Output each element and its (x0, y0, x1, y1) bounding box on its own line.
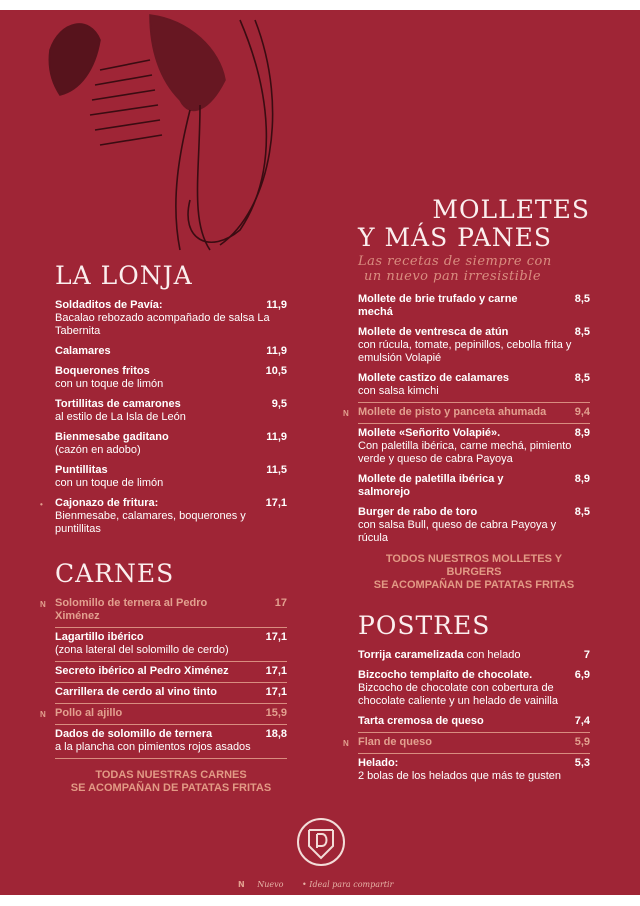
lobster-illustration-icon (40, 10, 300, 260)
item-name (55, 345, 287, 358)
item-price: 11,9 (266, 345, 287, 357)
new-badge: N (40, 710, 46, 719)
menu-item (55, 362, 287, 395)
item-name (55, 299, 287, 312)
item-description: con un toque de limón (55, 477, 164, 489)
item-price: 18,8 (265, 728, 287, 740)
section-carnes (40, 559, 287, 795)
menu-item (40, 704, 287, 725)
carnes-footer-note (55, 769, 287, 795)
item-name-text: Pollo al ajillo (55, 707, 123, 719)
item-price: 17,1 (265, 497, 287, 509)
item-price: 8,9 (574, 473, 590, 485)
item-price: 8,5 (574, 506, 590, 518)
restaurant-logo-icon (295, 816, 347, 868)
item-name (358, 669, 590, 682)
menu-item (358, 470, 590, 503)
item-name-text: Dados de solomillo de ternera (55, 728, 213, 740)
menu-item (55, 628, 287, 662)
item-price: 8,5 (574, 293, 590, 305)
item-name-text: Tarta cremosa de queso (358, 715, 484, 727)
item-name (55, 707, 287, 720)
item-name (358, 326, 590, 339)
item-name (358, 372, 590, 385)
item-name (55, 631, 287, 644)
item-price: 7 (583, 649, 590, 661)
item-name-text: Boquerones fritos (55, 365, 150, 377)
legend-share-symbol: • (302, 880, 307, 889)
item-price: 5,9 (574, 736, 590, 748)
item-name-text: Mollete de ventresca de atún (358, 326, 509, 338)
item-name (55, 728, 287, 741)
menu-item (55, 461, 287, 494)
section-title: LA LONJA (55, 261, 193, 290)
right-column (343, 195, 590, 787)
item-price: 15,9 (265, 707, 287, 719)
section-postres (343, 611, 590, 787)
section-la-lonja (40, 261, 287, 540)
legend (238, 880, 393, 890)
share-badge: • (40, 500, 43, 509)
item-name (358, 506, 590, 519)
item-price: 11,9 (266, 431, 287, 443)
item-name (358, 736, 590, 749)
item-name (358, 757, 590, 770)
subtitle-line-1: Las recetas de siempre con (358, 254, 552, 269)
item-name (55, 464, 287, 477)
item-name-suffix: con helado (466, 649, 521, 661)
subtitle-line-2: un nuevo pan irresistible (364, 269, 542, 284)
menu-item (358, 754, 590, 787)
menu-item (40, 594, 287, 628)
item-description: Bacalao rebozado acompañado de salsa La Tabernita (55, 312, 270, 337)
item-price: 11,9 (266, 299, 287, 311)
item-description: al estilo de La Isla de León (55, 411, 186, 423)
footer-line: TODAS NUESTRAS CARNES (95, 769, 247, 781)
item-name (358, 427, 590, 440)
menu-item (55, 296, 287, 342)
legend-new-symbol: N (238, 880, 245, 889)
menu-item (55, 683, 287, 704)
item-price: 5,3 (574, 757, 590, 769)
item-name-text: Flan de queso (358, 736, 432, 748)
menu-item (40, 494, 287, 540)
left-column (40, 261, 287, 795)
item-name (55, 665, 287, 678)
legend-new-label: Nuevo (257, 880, 284, 889)
menu-item (55, 428, 287, 461)
menu-item (343, 402, 590, 424)
item-name (358, 473, 590, 499)
item-price: 8,5 (574, 326, 590, 338)
section-molletes (343, 195, 590, 592)
item-description: (cazón en adobo) (55, 444, 141, 456)
menu-page (0, 10, 640, 895)
menu-item (55, 725, 287, 759)
item-name (55, 497, 287, 510)
item-description: con un toque de limón (55, 378, 164, 390)
item-name (55, 686, 287, 699)
item-price: 11,5 (266, 464, 287, 476)
item-name-text: Torrija caramelizada (358, 649, 464, 661)
item-description: (zona lateral del solomillo de cerdo) (55, 644, 229, 656)
menu-item (358, 424, 590, 470)
item-price: 17 (274, 597, 287, 609)
item-name (55, 365, 287, 378)
item-name (55, 431, 287, 444)
item-name (358, 406, 590, 419)
menu-item (358, 503, 590, 549)
item-description: con rúcula, tomate, pepinillos, cebolla frita y emulsión Volapié (358, 339, 572, 364)
item-name-text: Secreto ibérico al Pedro Ximénez (55, 665, 229, 677)
item-description: Bizcocho de chocolate con cobertura de chocolate caliente y un helado de vainilla (358, 682, 558, 707)
item-price: 10,5 (265, 365, 287, 377)
new-badge: N (343, 409, 349, 418)
item-price: 6,9 (574, 669, 590, 681)
item-price: 8,9 (574, 427, 590, 439)
item-name (358, 293, 590, 319)
item-price: 9,5 (271, 398, 287, 410)
menu-item (343, 732, 590, 754)
item-name-text: Lagartillo ibérico (55, 631, 144, 643)
item-name-text: Tortillitas de camarones (55, 398, 181, 410)
item-name (358, 715, 590, 728)
item-name-text: Mollete de brie trufado y carne mechá (358, 293, 518, 318)
item-price: 8,5 (574, 372, 590, 384)
new-badge: N (40, 600, 46, 609)
item-name-text: Solomillo de ternera al Pedro Ximénez (55, 597, 208, 622)
menu-item (358, 290, 590, 323)
item-price: 7,4 (574, 715, 590, 727)
item-name-text: Calamares (55, 345, 111, 357)
item-price: 17,1 (265, 686, 287, 698)
item-description: 2 bolas de los helados que más te gusten (358, 770, 562, 782)
menu-item (358, 646, 590, 666)
footer-line: TODOS NUESTROS MOLLETES Y BURGERS (385, 553, 563, 578)
legend-share-label: Ideal para compartir (309, 880, 394, 889)
item-name-text: Mollete «Señorito Volapié». (358, 427, 501, 439)
section-title: CARNES (55, 559, 175, 588)
item-name-text: Mollete de paletilla ibérica y salmorejo (358, 473, 504, 498)
item-name-text: Cajonazo de fritura: (55, 497, 159, 509)
item-name-text: Mollete de pisto y panceta ahumada (358, 406, 547, 418)
section-title: POSTRES (358, 611, 491, 640)
item-price: 9,4 (574, 406, 590, 418)
item-name-text: Bienmesabe gaditano (55, 431, 169, 443)
item-name-text: Bizcocho templaíto de chocolate. (358, 669, 533, 681)
item-name-text: Carrillera de cerdo al vino tinto (55, 686, 217, 698)
item-price: 17,1 (265, 665, 287, 677)
footer-line: SE ACOMPAÑAN DE PATATAS FRITAS (373, 579, 575, 591)
item-name-text: Puntillitas (55, 464, 108, 476)
menu-item (358, 323, 590, 369)
item-description: a la plancha con pimientos rojos asados (55, 741, 251, 753)
footer-line: SE ACOMPAÑAN DE PATATAS FRITAS (70, 782, 272, 794)
item-name-text: Burger de rabo de toro (358, 506, 478, 518)
item-price: 17,1 (265, 631, 287, 643)
item-name (358, 649, 590, 662)
item-name (55, 398, 287, 411)
section-title-line-1: MOLLETES (432, 195, 590, 224)
item-description: con salsa kimchi (358, 385, 439, 397)
item-name-text: Helado: (358, 757, 399, 769)
menu-item (55, 395, 287, 428)
item-description: con salsa Bull, queso de cabra Payoya y rúcula (358, 519, 557, 544)
menu-item (358, 666, 590, 712)
item-name (55, 597, 287, 623)
molletes-footer-note (358, 553, 590, 592)
item-description: Bienmesabe, calamares, boquerones y puntillitas (55, 510, 246, 535)
item-name-text: Mollete castizo de calamares (358, 372, 510, 384)
item-name-text: Soldaditos de Pavía: (55, 299, 163, 311)
menu-item (55, 662, 287, 683)
item-description: Con paletilla ibérica, carne mechá, pimiento verde y queso de cabra Payoya (358, 440, 572, 465)
menu-item (358, 369, 590, 402)
menu-item (55, 342, 287, 362)
new-badge: N (343, 739, 349, 748)
section-title-line-2: Y MÁS PANES (358, 223, 553, 252)
menu-item (358, 712, 590, 732)
